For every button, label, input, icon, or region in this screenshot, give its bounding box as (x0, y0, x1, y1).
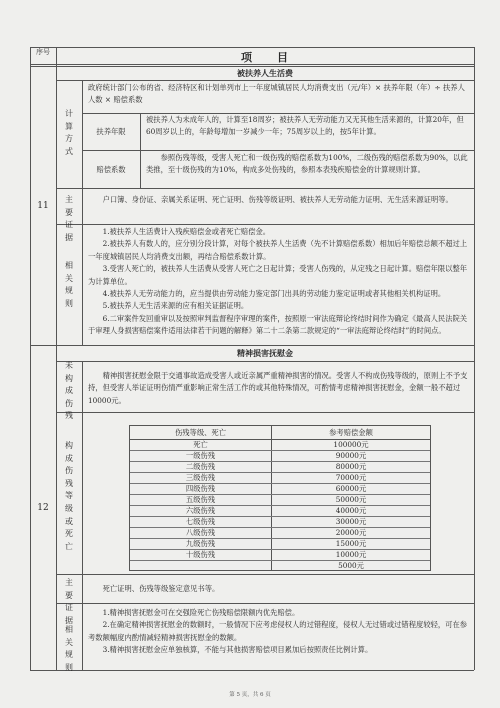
table-cell-level: 六级伤残 (185, 506, 216, 515)
section-title-11: 被扶养人生活费 (237, 68, 293, 78)
table-cell-level: 一级伤残 (185, 451, 216, 460)
coefficient-label: 赔偿系数 (96, 165, 126, 174)
row-number-12: 12 (37, 503, 49, 513)
rule-11-1: 1.被扶养人生活费计入残疾赔偿金或者死亡赔偿金。 (102, 227, 271, 236)
row-number-11: 11 (37, 201, 49, 211)
disability-label: 构成伤残等级或死亡 (65, 441, 73, 551)
rule-12-2: 2.在确定精神损害抚慰金的数额时，一般情况下应考虑侵权人的过错程度，侵权人无过错或过错程度较轻，可在参考数额幅度内酌情减轻精神损害抚慰金的数额。 (88, 620, 468, 642)
table-header-amount: 参考赔偿金额 (329, 428, 373, 437)
table-cell-level: 七级伤残 (185, 517, 216, 526)
evidence-text-12: 死亡证明、伤残等级鉴定意见书等。 (102, 584, 220, 593)
no-disability-label: 未构成伤残 (65, 361, 73, 421)
evidence-label-12: 主要证据 (65, 578, 73, 625)
table-cell-amount: 90000元 (335, 451, 367, 460)
table-cell-amount: 80000元 (335, 462, 367, 471)
header-col-no: 序号 (36, 48, 50, 56)
table-cell-level: 八级伤残 (185, 528, 216, 537)
rules-label-11: 相关规则 (65, 261, 73, 308)
section-title-12: 精神损害抚慰金 (237, 348, 293, 358)
table-cell-level: 五级伤残 (185, 495, 216, 504)
table-header-level: 伤残等级、死亡 (174, 428, 227, 437)
evidence-text-11: 户口簿、身份证、亲属关系证明、死亡证明、伤残等级证明、被扶养人无劳动能力证明、无生活来源证明等。 (102, 195, 453, 204)
coefficient-text: 参照伤残等级，受害人死亡和一级伤残的赔偿系数为100%，二级伤残的赔偿系数为90%，以此类推，至十级伤残的为10%，构成多处伤残的，参照本表残疾赔偿金的计算规则计算。 (146, 153, 468, 175)
table-cell-amount: 50000元 (335, 495, 367, 504)
table-cell-amount: 100000元 (333, 440, 369, 449)
table-cell-amount: 15000元 (335, 539, 367, 548)
evidence-label-11: 主要证据 (65, 195, 73, 242)
table-cell-level: 十级伤残 (185, 550, 216, 559)
rule-12-1: 1.精神损害抚慰金可在交强险死亡伤残赔偿限额内优先赔偿。 (102, 608, 300, 617)
table-cell-amount: 5000元 (338, 561, 364, 570)
calc-method-label: 计算方式 (65, 109, 73, 156)
table-cell-level: 死亡 (193, 440, 208, 449)
rule-11-5: 5.被扶养人无生活来源的应有相关证据证明。 (102, 301, 249, 311)
rule-11-3: 3.受害人死亡的，被扶养人生活费从受害人死亡之日起计算；受害人伤残的，从定残之日起计算。赔偿年限以整年为计算单位。 (88, 264, 468, 286)
page-footer: 第 5 页，共 6 页 (229, 692, 271, 698)
no-disability-text: 精神损害抚慰金限于交通事故造成受害人或近亲属严重精神损害的情况。受害人不构成伤残等级的，原则上不予支持，但受害人举证证明伤情严重影响正常生活工作的或其他特殊情况，可酌情考虑精神损害抚慰金，金额一般不超过10000元。 (88, 371, 468, 405)
table-cell-amount: 10000元 (335, 550, 367, 559)
rule-11-2: 2.被扶养人有数人的，应分别分段计算，对每个被扶养人生活费（先不计算赔偿系数）相加后年赔偿总额不超过上一年度城镇居民人均消费支出额，再结合赔偿系数计算。 (88, 239, 468, 261)
table-cell-amount: 60000元 (335, 484, 367, 493)
rule-12-3: 3.精神损害抚慰金应单独核算，不能与其他损害赔偿项目累加后按照责任比例计算。 (102, 645, 373, 655)
table-cell-amount: 30000元 (335, 517, 367, 526)
table-cell-amount: 20000元 (335, 528, 367, 537)
table-cell-level: 三级伤残 (185, 473, 216, 482)
rules-list-12 (88, 607, 470, 657)
table-cell-level: 四级伤残 (185, 484, 216, 493)
rule-11-6: 6.二审案件发回重审以及按照审判监督程序审理的案件，按照原一审法庭辩论终结时间作为确定《最高人民法院关于审理人身损害赔偿案件适用法律若干问题的解释》第二十二条第二款规定的“一审法庭辩论终结时”的时间点。 (88, 313, 468, 336)
rules-list-11 (88, 226, 470, 338)
table-cell-amount: 70000元 (335, 473, 367, 482)
support-years-label: 扶养年限 (96, 127, 126, 136)
table-cell-level: 二级伤残 (185, 462, 216, 471)
table-cell-level: 九级伤残 (185, 539, 216, 548)
table-cell-amount: 40000元 (335, 506, 367, 515)
rules-label-12: 相关规则 (65, 625, 73, 672)
rule-11-4: 4.被扶养人无劳动能力的，应当提供由劳动能力鉴定部门出具的劳动能力鉴定证明或者其他相关机构证明。 (102, 289, 446, 299)
calc-formula-text: 政府统计部门公布的省、经济特区和计划单列市上一年度城镇居民人均消费支出（元/年）× 扶养年限（年）÷ 扶养人人数 × 赔偿系数 (88, 83, 465, 105)
header-col-item: 项 目 (241, 51, 289, 64)
support-years-text: 被扶养人为未成年人的，计算至18周岁；被扶养人无劳动能力又无其他生活来源的，计算20年，但60周岁以上的，年龄每增加一岁减少一年；75周岁以上的，按5年计算。 (146, 115, 464, 137)
compensation-table (129, 425, 431, 571)
